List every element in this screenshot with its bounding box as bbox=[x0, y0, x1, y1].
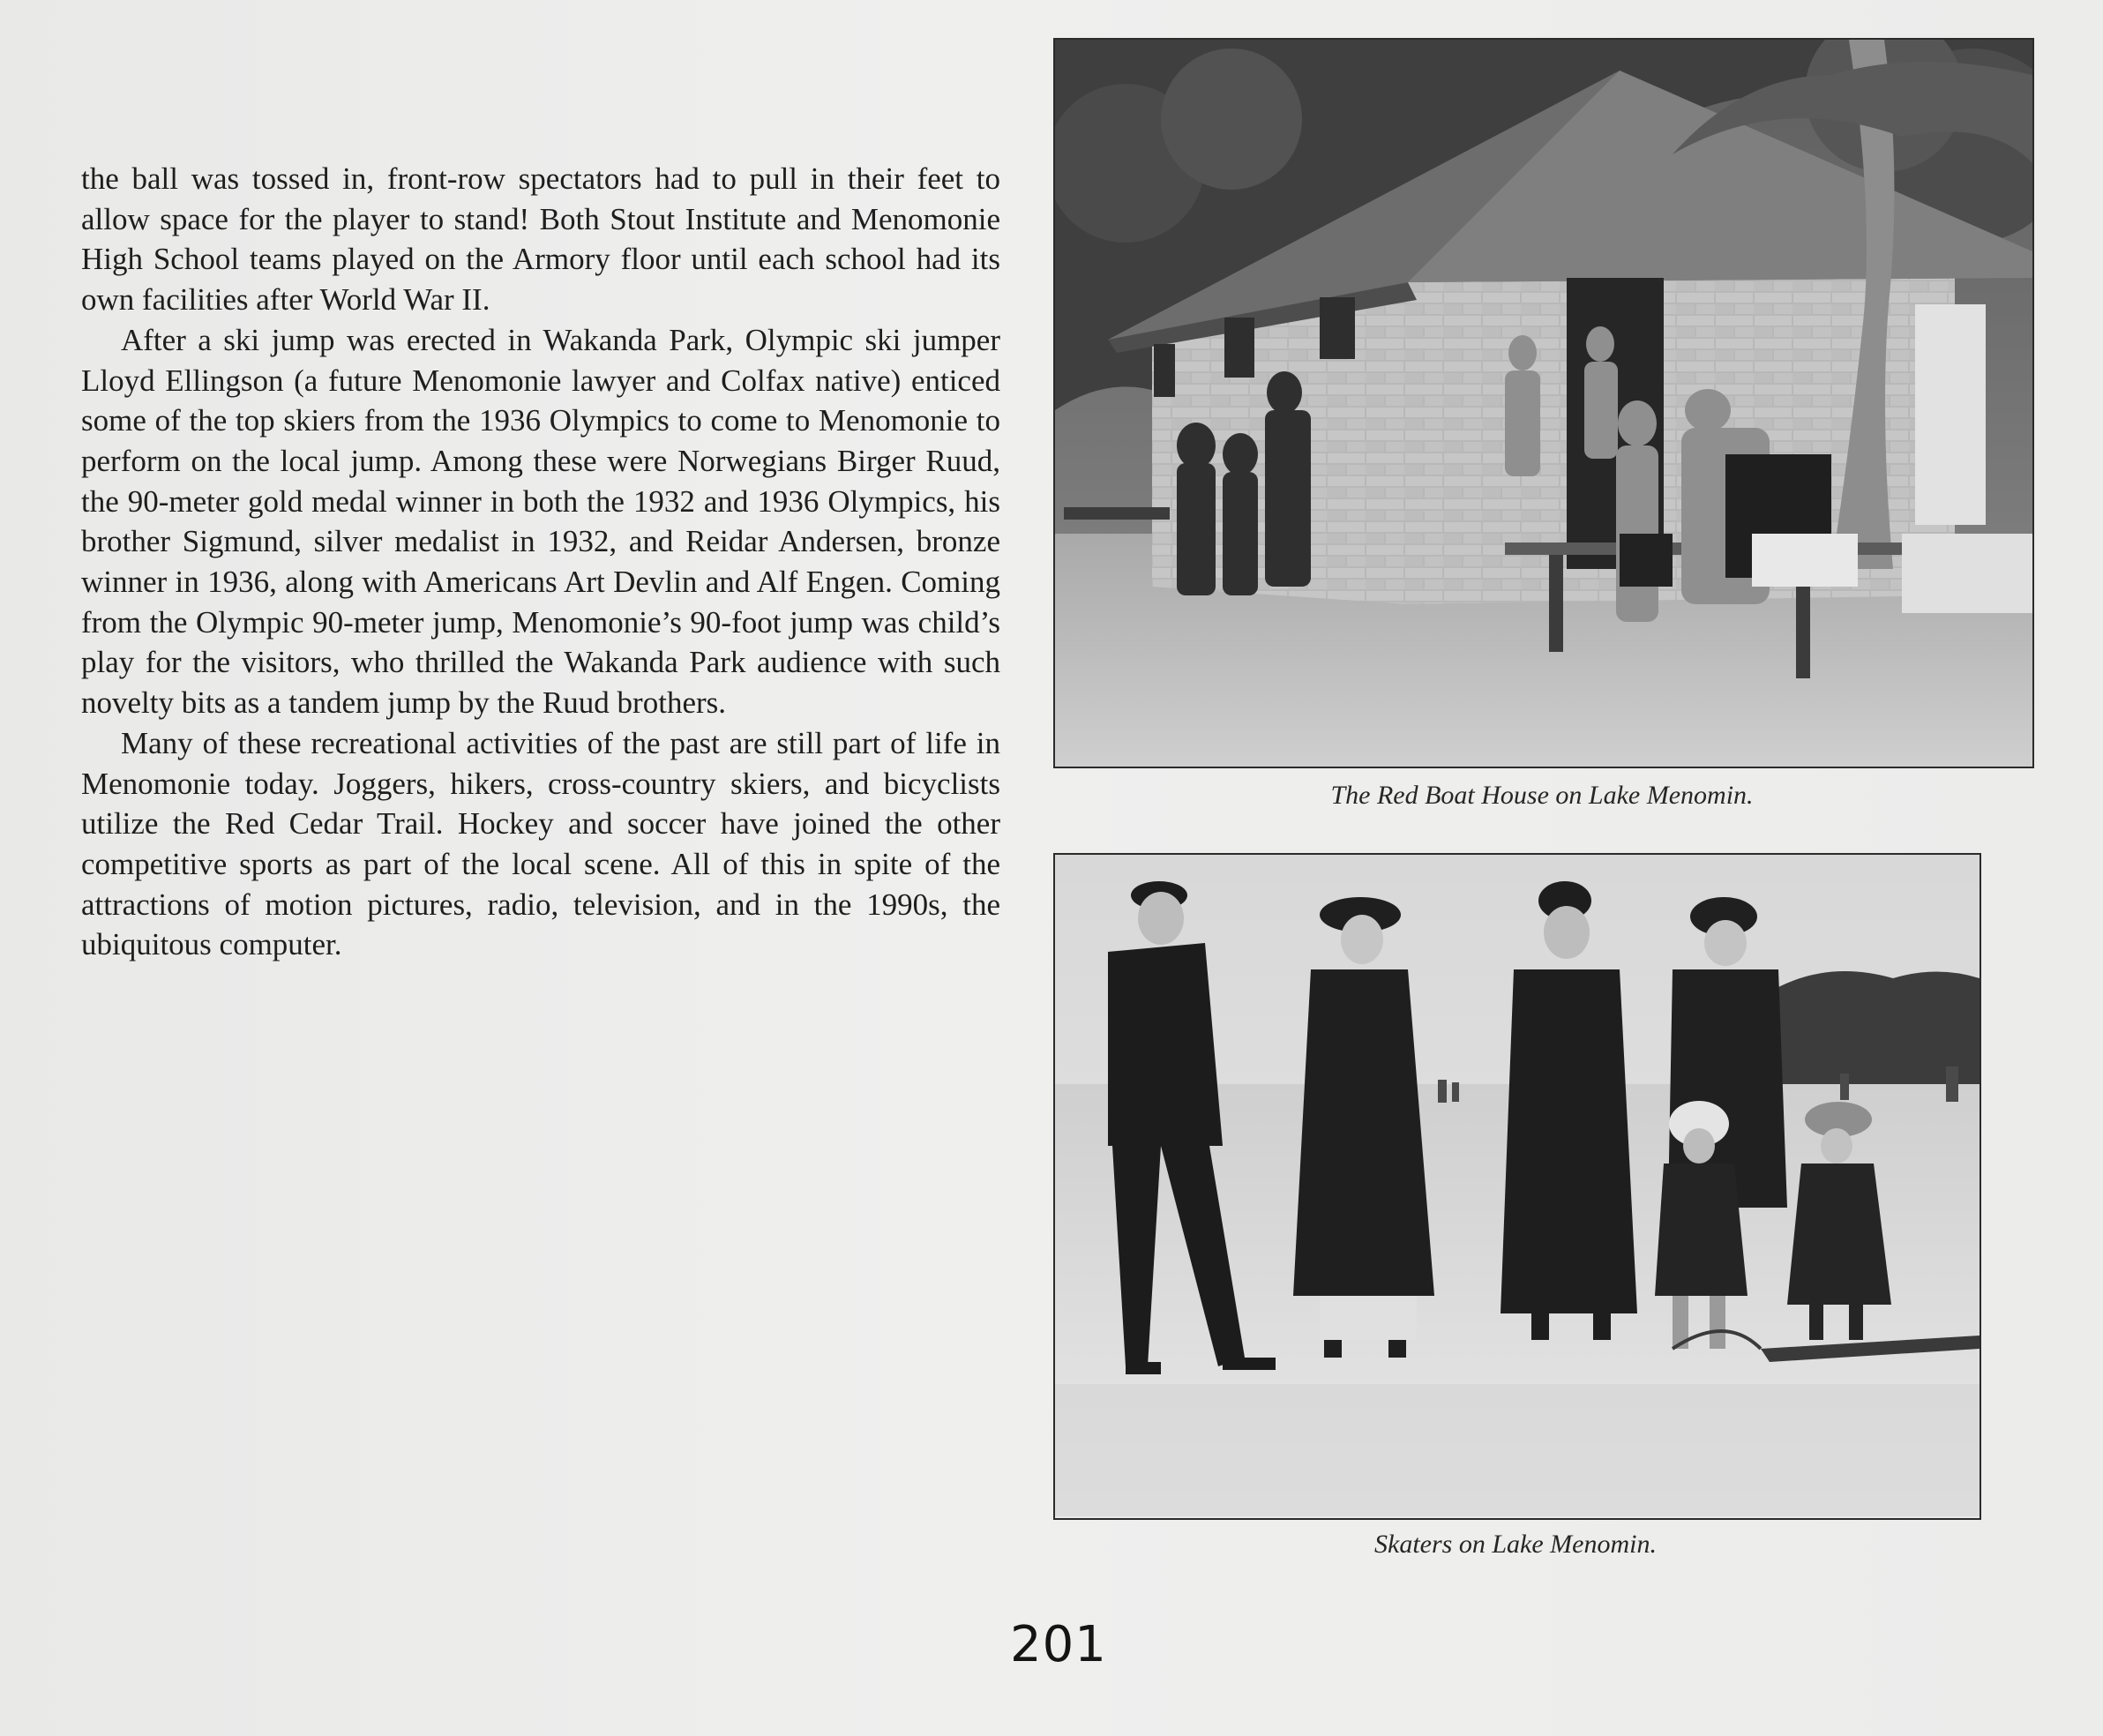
body-paragraph-2: After a ski jump was erected in Wakanda Park, Olympic ski jumper Lloyd Ellingson (a future Menomonie lawyer and Colfax native) enticed some of the top skiers from the 1936 Olympics to come to Menomonie to perform on the local jump. Among these were Norwegians Birger Ruud, the 90-meter gold medal winner in both the 1932 and 1936 Olympics, his brother Sigmund, silver medalist in 1932, and Reidar Andersen, bronze winner in 1936, along with Americans Art Devlin and Alf Engen. Coming from the Olympic 90-meter jump, Menomonie’s 90-foot jump was child’s play for the visitors, who thrilled the Wakanda Park audience with such novelty bits as a tandem jump by the Ruud brothers. bbox=[81, 322, 1000, 721]
skaters-photo-image bbox=[1055, 855, 1980, 1518]
skaters-photo bbox=[1053, 853, 1981, 1520]
page-number: 201 bbox=[1010, 1616, 1107, 1673]
boat-house-photo-image bbox=[1055, 40, 2032, 767]
skaters-caption: Skaters on Lake Menomin. bbox=[1374, 1530, 1657, 1559]
body-text-column bbox=[81, 159, 1000, 965]
boat-house-photo bbox=[1053, 38, 2034, 768]
body-paragraph-1: the ball was tossed in, front-row spectators had to pull in their feet to allow space for the player to stand! Both Stout Institute and Menomonie High School teams played on the Armory floor until each school had its own facilities after World War II. bbox=[81, 161, 1000, 318]
boat-house-caption: The Red Boat House on Lake Menomin. bbox=[1330, 781, 1754, 810]
body-paragraph-3: Many of these recreational activities of the past are still part of life in Menomonie today. Joggers, hikers, cross-country skiers, and bicyclists utilize the Red Cedar Trail. Hockey and soccer have joined the other competitive sports as part of the local scene. All of this in spite of the attractions of motion pictures, radio, television, and in the 1990s, the ubiquitous computer. bbox=[81, 725, 1000, 962]
